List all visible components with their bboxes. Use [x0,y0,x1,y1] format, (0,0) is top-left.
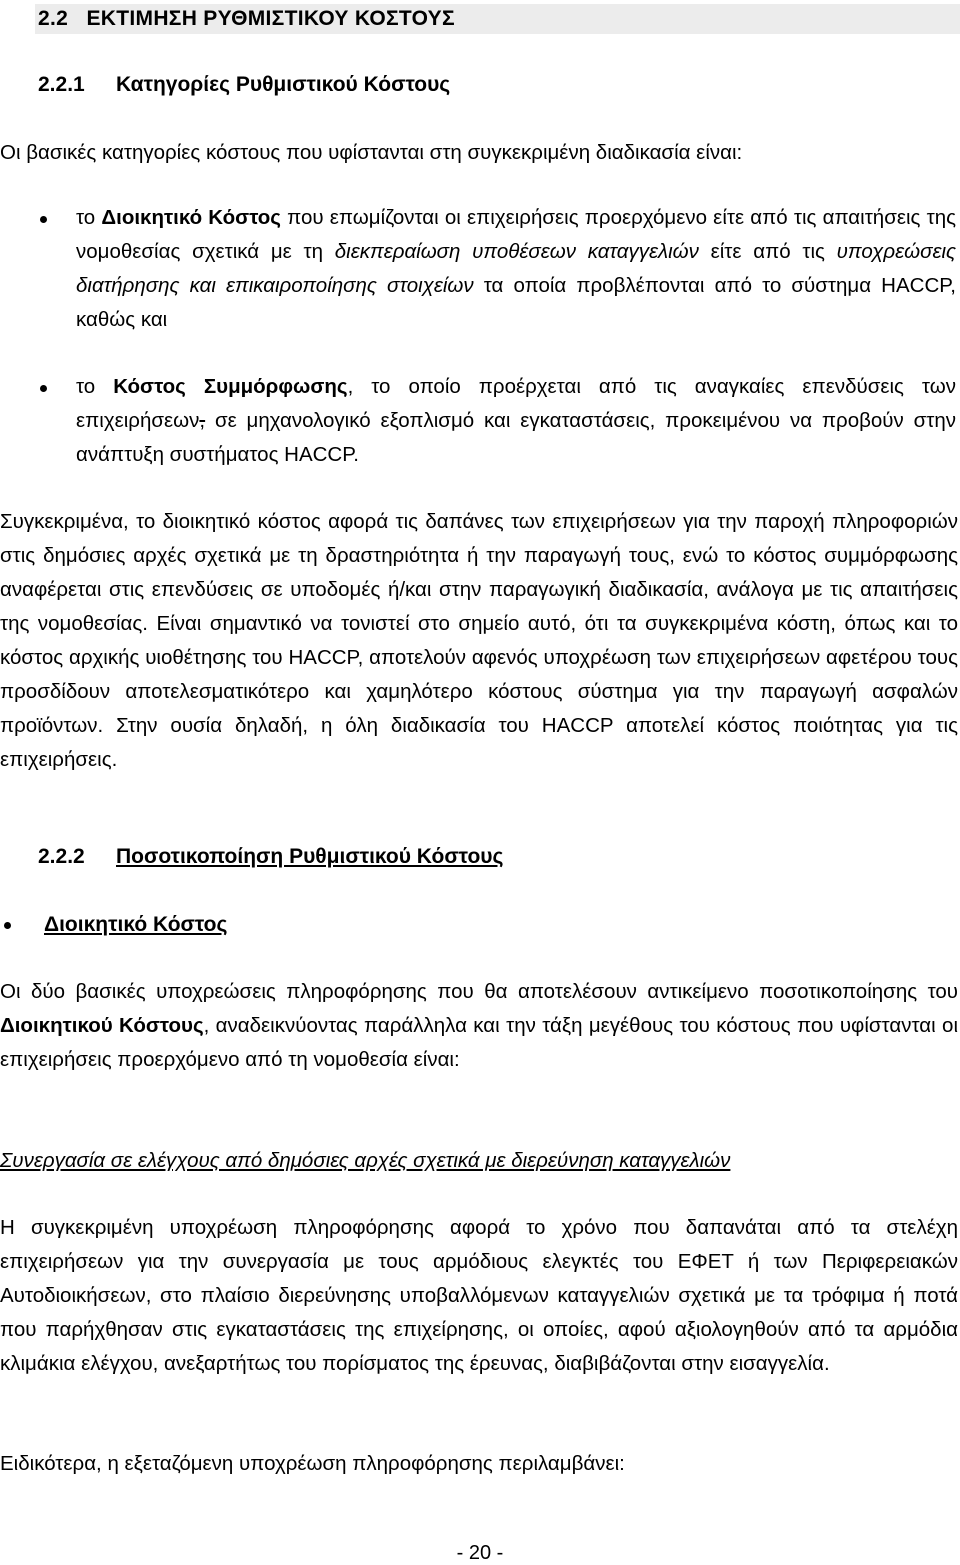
struck-comma: , [199,409,206,432]
subsection-number-1: 2.2.1 [38,73,85,96]
obligation-heading: Συνεργασία σε ελέγχους από δημόσιες αρχές σχετικά με διερεύνηση καταγγελιών [0,1149,731,1172]
cost-explanation-paragraph: Συγκεκριμένα, το διοικητικό κόστος αφορά τις δαπάνες των επιχειρήσεων για την παροχή πληροφοριών στις δημόσιες αρχές σχετικά με τη δραστηριότητα ή την παραγωγή τους, ενώ το κόστος συμμόρφωσης αναφέρεται στις επενδύσεις σε υποδομές ή/και στην παραγωγική διαδικασία, ανάλογα με τις απαιτήσεις της νομοθεσίας. Είναι σημαντικό να τονιστεί στο σημείο αυτό, ότι τα συγκεκριμένα κόστη, όπως και το κόστος αρχικής υιοθέτησης του HACCP, αποτελούν αφενός υποχρέωση των επιχειρήσεων αφετέρου τους προσδίδουν αποτελεσματικότερο και χαμηλότερο κόστους σύστημα για την παραγωγή ασφαλών προϊόντων. Στην ουσία δηλαδή, η όλη διαδικασία του HACCP αποτελεί κόστος ποιότητας για τις επιχειρήσεις. [0,510,958,771]
subsection-number-2: 2.2.2 [38,845,85,868]
specifically-paragraph: Ειδικότερα, η εξεταζόμενη υποχρέωση πληροφόρησης περιλαμβάνει: [0,1452,625,1475]
bold-term: Κόστος Συμμόρφωσης [113,375,348,398]
bold-term: Διοικητικού Κόστους [0,1014,204,1037]
italic-term: διεκπεραίωση υποθέσεων καταγγελιών [334,240,699,263]
bullet-administrative-cost: το Διοικητικό Κόστος που επωμίζονται οι επιχειρήσεις προερχόμενο είτε από τις απαιτήσεις της νομοθεσίας σχετικά με τη διεκπεραίωση υποθέσεων καταγγελιών είτε από τις υποχρεώσεις διατήρησης και επικαιροποίησης στοιχείων τα οποία προβλέπονται από το σύστημα HACCP, καθώς και [76,206,956,331]
bullet-dot [40,385,47,392]
intro-paragraph: Οι βασικές κατηγορίες κόστους που υφίστανται στη συγκεκριμένη διαδικασία είναι: [0,141,743,164]
complaint-cooperation-paragraph: Η συγκεκριμένη υποχρέωση πληροφόρησης αφορά το χρόνο που δαπανάται από τα στελέχη επιχειρήσεων για την συνεργασία με τους αρμόδιους ελεγκτές του ΕΦΕΤ ή των Περιφερειακών Αυτοδιοικήσεων, στο πλαίσιο διερεύνησης υποβαλλόμενων καταγγελιών σχετικά με τα τρόφιμα ή ποτά που παρήχθησαν στις εγκαταστάσεις της επιχείρησης, οι οποίες, αφού αξιολογηθούν από τα αρμόδια κλιμάκια ελέγχου, ανεξαρτήτως του πορίσματος της έρευνας, διαβιβάζονται στην εισαγγελία. [0,1216,958,1375]
bullet-compliance-cost: το Κόστος Συμμόρφωσης, το οποίο προέρχεται από τις αναγκαίες επενδύσεις των επιχειρήσεων, σε μηχανολογικό εξοπλισμό και εγκαταστάσεις, προκειμένου να προβούν στην ανάπτυξη συστήματος HACCP. [76,375,956,466]
obligations-paragraph: Οι δύο βασικές υποχρεώσεις πληροφόρησης που θα αποτελέσουν αντικείμενο ποσοτικοποίησης του Διοικητικού Κόστους, αναδεικνύοντας παράλληλα και την τάξη μεγέθους του κόστους που υφίστανται οι επιχειρήσεις προερχόμενο από τη νομοθεσία είναι: [0,980,958,1071]
italic-term: υποχρεώσεις διατήρησης και επικαιροποίησης στοιχείων [76,240,956,297]
page-number: - 20 - [456,1542,504,1564]
administrative-cost-heading: Διοικητικό Κόστος [44,913,228,936]
subsection-heading-1 [38,71,450,99]
subsection-heading-2 [38,843,503,871]
bold-term: Διοικητικό Κόστος [101,206,281,229]
subsection-title-1: Κατηγορίες Ρυθμιστικού Κόστους [116,73,451,96]
bullet-dot [40,216,47,223]
section-number: 2.2 [38,7,69,30]
bullet-dot [4,922,11,929]
section-title: ΕΚΤΙΜΗΣΗ ΡΥΘΜΙΣΤΙΚΟΥ ΚΟΣΤΟΥΣ [86,7,455,30]
section-heading [38,5,455,33]
subsection-title-2: Ποσοτικοποίηση Ρυθμιστικού Κόστους [116,845,504,868]
